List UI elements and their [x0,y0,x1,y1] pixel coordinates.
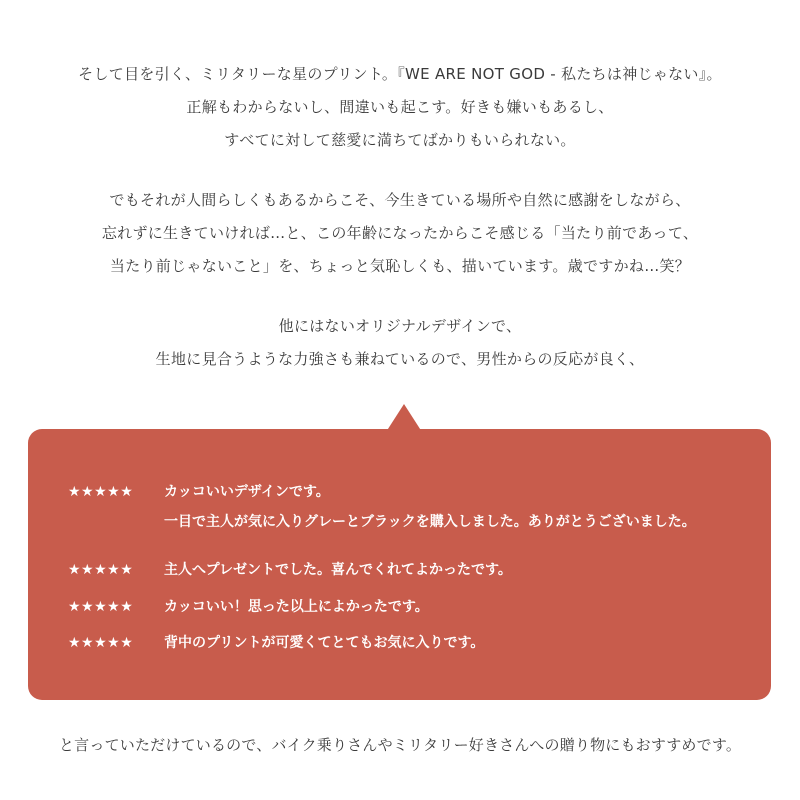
review-line: 一目で主人が気に入りグレーとブラックを購入しました。ありがとうございました。 [164,514,696,530]
reviews-speech-bubble [28,429,771,700]
star-rating-icon: ★★★★★ [68,599,134,615]
review-line: 主人へプレゼントでした。喜んでくれてよかったです。 [164,562,512,578]
intro-paragraph-1 [0,58,800,157]
intro-line: そして目を引く、ミリタリーな星のプリント。『WE ARE NOT GOD - 私たちは神じゃない』。 [78,65,722,83]
review-text [164,477,696,537]
review-text [164,555,512,585]
speech-bubble-tail [386,404,422,432]
intro-line: 忘れずに生きていければ…と、この年齢になったからこそ感じる「当たり前であって、 [101,224,699,242]
review-line: 背中のプリントが可愛くてとてもお気に入りです。 [164,635,485,651]
review-item [68,592,429,622]
intro-paragraph-3 [0,310,800,376]
intro-line: でもそれが人間らしくもあるからこそ、今生きている場所や自然に感謝をしながら、 [109,191,691,209]
intro-line: 生地に見合うような力強さも兼ねているので、男性からの反応が良く、 [155,350,645,368]
review-line: カッコいい！思った以上によかったです。 [164,599,429,615]
intro-line: 正解もわからないし、間違いも起こす。好きも嫌いもあるし、 [186,98,614,116]
star-rating-icon: ★★★★★ [68,635,134,651]
star-rating-icon: ★★★★★ [68,484,134,500]
review-text [164,628,484,658]
star-rating-icon: ★★★★★ [68,562,134,578]
closing-text: と言っていただけているので、バイク乗りさんやミリタリー好きさんへの贈り物にもおすすめです。 [58,736,742,754]
review-item [68,555,512,585]
review-item [68,628,484,658]
review-text [164,592,429,622]
review-item [68,477,696,537]
intro-line: すべてに対して慈愛に満ちてばかりもいられない。 [224,131,576,149]
review-line: カッコいいデザインです。 [164,484,330,500]
intro-paragraph-2 [0,184,800,283]
intro-line: 当たり前じゃないこと」を、ちょっと気恥しくも、描いています。歳ですかね…笑？ [109,257,691,275]
intro-line: 他にはないオリジナルデザインで、 [278,317,522,335]
